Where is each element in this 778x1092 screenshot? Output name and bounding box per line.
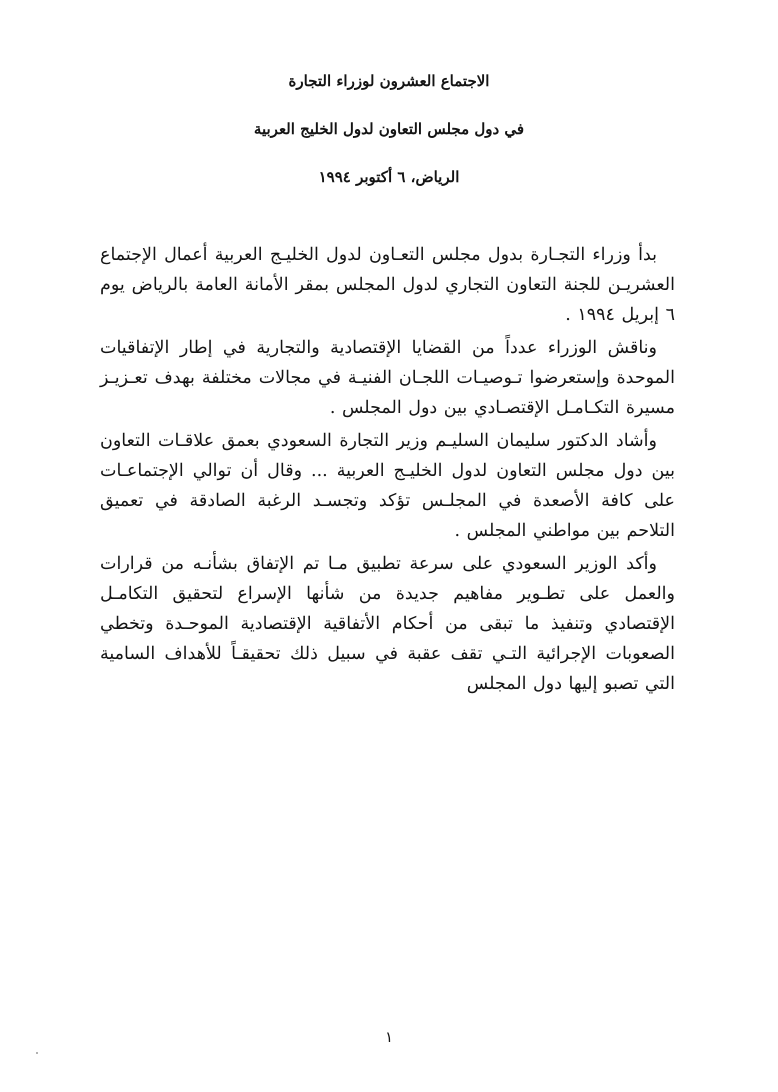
paragraph-1: بدأ وزراء التجـارة بدول مجلس التعـاون لدول الخليـج العربية أعمال الإجتماع العشريـن للجنة التعاون التجاري لدول المجلس بمقر الأمانة العامة بالرياض يوم ٦ إبريل ١٩٩٤ . — [100, 245, 675, 325]
document-body — [100, 240, 675, 699]
paragraph-2: وناقش الوزراء عدداً من القضايا الإقتصادية والتجارية في إطار الإتفاقيات الموحدة وإستعرضوا تـوصيـات اللجـان الفنيـة في مجالات مختلفة بهدف تعـزيـز مسيرة التكـامـل الإقتصـادي بين دول المجلس . — [100, 338, 675, 418]
document-title-line-3: الرياض، ٦ أكتوبر ١٩٩٤ — [318, 168, 460, 186]
document-title-line-1: الاجتماع العشرون لوزراء التجارة — [288, 72, 490, 90]
scan-artifact-dot — [36, 1052, 38, 1054]
paragraph-3: وأشاد الدكتور سليمان السليـم وزير التجارة السعودي بعمق علاقـات التعاون بين دول مجلس التعاون لدول الخليـج العربية ... وقال أن توالي الإجتماعـات على كافة الأصعدة في المجلـس تؤكد وتجسـد الرغبة الصادقة في تعميق التلاحم بين مواطني المجلس . — [100, 431, 675, 541]
paragraph-4: وأكد الوزير السعودي على سرعة تطبيق مـا تم الإتفاق بشأنـه من قرارات والعمل على تطـوير مفاهيم جديدة من شأنها الإسراع لتحقيق التكامـل الإقتصادي وتنفيذ ما تبقى من أحكام الأتفاقية الإقتصادية الموحـدة وتخطي الصعوبات الإجرائية التـي تقف عقبة في سبيل ذلك تحقيقـاً للأهداف السامية التي تصبو إليها دول المجلس — [100, 554, 675, 694]
document-title-line-2: في دول مجلس التعاون لدول الخليج العربية — [253, 120, 525, 138]
document-title-block — [0, 0, 778, 186]
page-number: ١ — [384, 1028, 394, 1046]
